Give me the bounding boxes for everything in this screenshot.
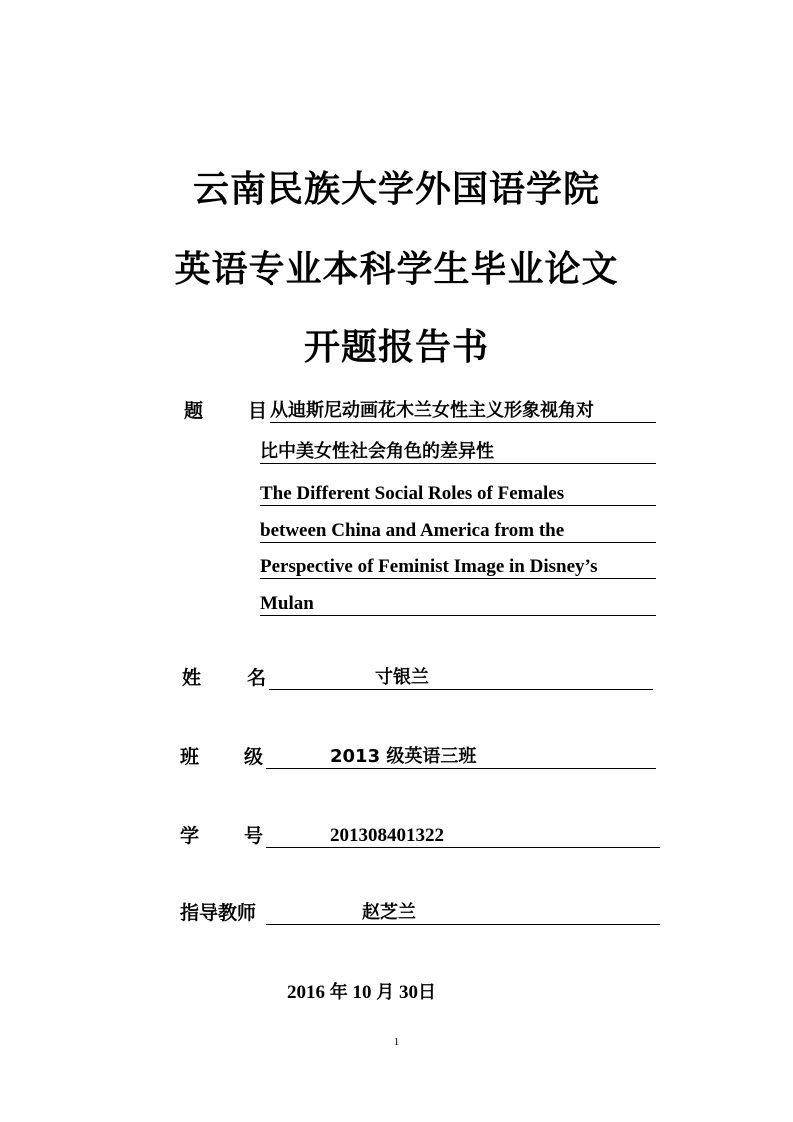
topic-line-4: between China and America from the xyxy=(260,519,656,543)
topic-label-1: 题 xyxy=(184,400,204,422)
student-id-label-2: 号 xyxy=(244,825,264,847)
date-day: 30 xyxy=(399,982,418,1003)
topic-line-5: Perspective of Feminist Image in Disney’s xyxy=(260,555,656,579)
student-id-value: 201308401322 xyxy=(266,824,660,848)
advisor-value: 赵芝兰 xyxy=(266,901,660,925)
topic-line-1: 从迪斯尼动画花木兰女性主义形象视角对 xyxy=(270,399,656,423)
topic-line-6: Mulan xyxy=(260,592,656,616)
class-value: 2013 级英语三班 xyxy=(266,745,656,769)
thesis-title: 英语专业本科学生毕业论文 xyxy=(174,249,619,290)
date-day-unit: 日 xyxy=(418,982,436,1003)
class-label-2: 级 xyxy=(244,746,264,768)
name-value: 寸银兰 xyxy=(269,666,653,690)
college-title: 云南民族大学外国语学院 xyxy=(192,169,600,210)
page-number: 1 xyxy=(393,1036,400,1048)
name-label-1: 姓 xyxy=(182,667,202,689)
date-month-unit: 月 xyxy=(376,982,395,1003)
class-label-1: 班 xyxy=(180,746,200,768)
student-id-label-1: 学 xyxy=(180,825,200,847)
date-year: 2016 xyxy=(287,982,325,1003)
topic-line-3: The Different Social Roles of Females xyxy=(260,482,656,506)
date-year-unit: 年 xyxy=(329,982,348,1003)
topic-label-2: 目 xyxy=(248,400,268,422)
topic-line-2: 比中美女性社会角色的差异性 xyxy=(260,440,656,464)
name-label-2: 名 xyxy=(247,667,267,689)
report-title: 开题报告书 xyxy=(303,327,489,368)
report-date xyxy=(287,980,436,1006)
advisor-label: 指导教师 xyxy=(180,902,257,924)
date-month: 10 xyxy=(352,982,372,1003)
